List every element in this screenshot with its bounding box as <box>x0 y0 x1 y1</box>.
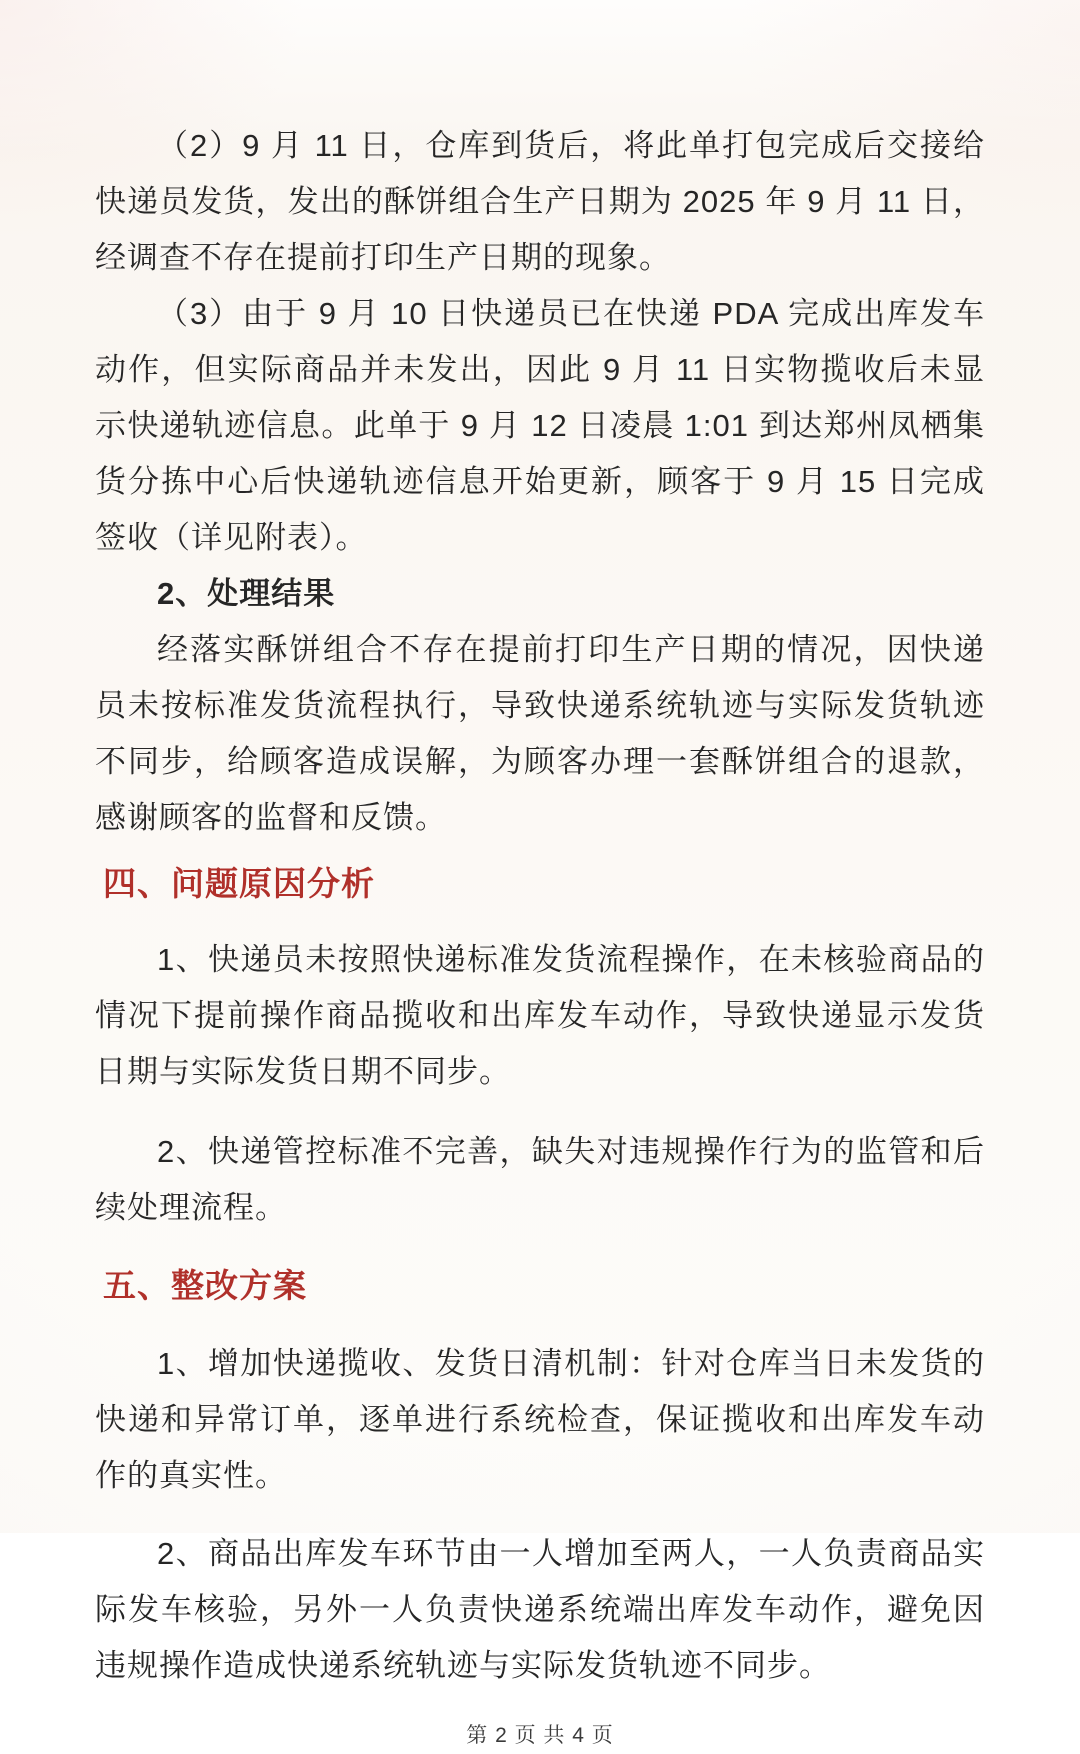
paragraph-cause-1: 1、快递员未按照快递标准发货流程操作，在未核验商品的情况下提前操作商品揽收和出库发车动作，导致快递显示发货日期与实际发货日期不同步。 <box>95 942 985 1089</box>
document-body <box>95 118 985 1694</box>
section-heading-cause-analysis: 四、问题原因分析 <box>103 865 375 902</box>
section-heading-rectification-plan: 五、整改方案 <box>103 1267 307 1304</box>
paragraph-item-2: （2）9 月 11 日，仓库到货后，将此单打包完成后交接给快递员发货，发出的酥饼组合生产日期为 2025 年 9 月 11 日，经调查不存在提前打印生产日期的现象。 <box>95 128 985 275</box>
page-number-indicator: 第 2 页 共 4 页 <box>466 1724 614 1747</box>
paragraph-cause-2: 2、快递管控标准不完善，缺失对违规操作行为的监管和后续处理流程。 <box>95 1134 985 1225</box>
subheading-handling-result: 2、处理结果 <box>157 576 336 611</box>
paragraph-item-3: （3）由于 9 月 10 日快递员已在快递 PDA 完成出库发车动作，但实际商品并未发出，因此 9 月 11 日实物揽收后未显示快递轨迹信息。此单于 9 月 12 日凌晨 1:01 到达郑州凤栖集货分拣中心后快递轨迹信息开始更新，顾客于 9 月 15 日完成签收（详见附表）。 <box>95 296 985 555</box>
paragraph-plan-1: 1、增加快递揽收、发货日清机制：针对仓库当日未发货的快递和异常订单，逐单进行系统检查，保证揽收和出库发车动作的真实性。 <box>95 1346 985 1493</box>
paragraph-handling-result: 经落实酥饼组合不存在提前打印生产日期的情况，因快递员未按标准发货流程执行，导致快递系统轨迹与实际发货轨迹不同步，给顾客造成误解，为顾客办理一套酥饼组合的退款，感谢顾客的监督和反馈。 <box>95 632 985 835</box>
paragraph-plan-2: 2、商品出库发车环节由一人增加至两人，一人负责商品实际发车核验，另外一人负责快递系统端出库发车动作，避免因违规操作造成快递系统轨迹与实际发货轨迹不同步。 <box>95 1536 985 1683</box>
